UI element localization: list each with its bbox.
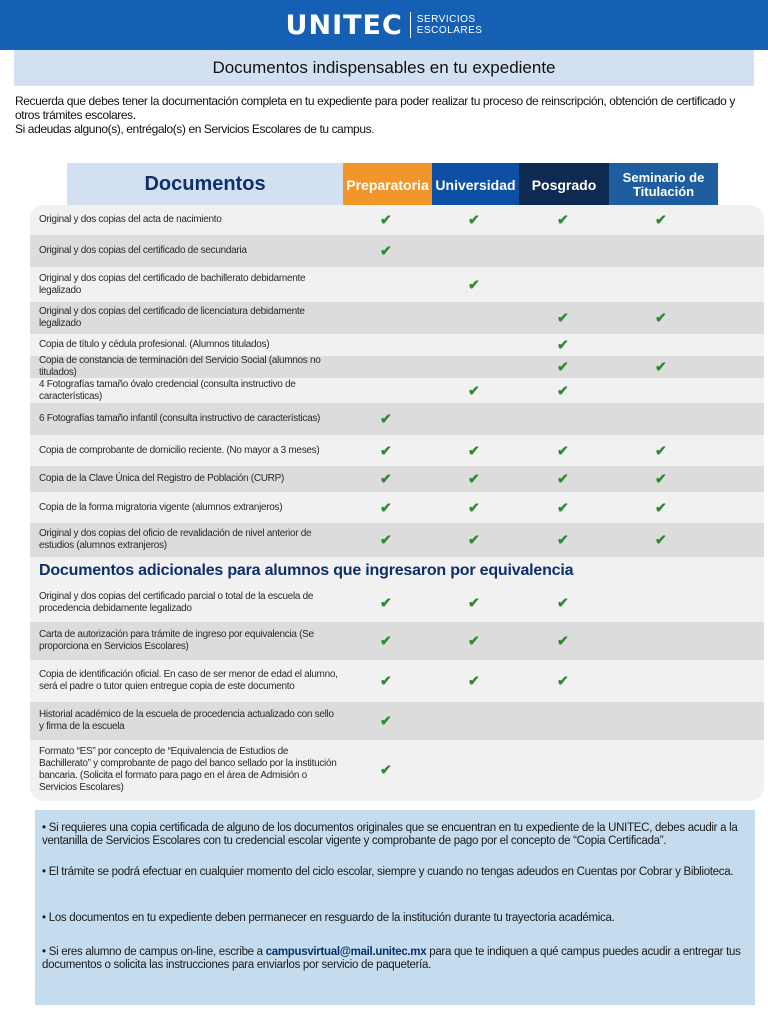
email-link[interactable]: campusvirtual@mail.unitec.mx (265, 946, 427, 958)
table-row (30, 267, 764, 302)
row-label: Carta de autorización para trámite de ingreso por equivalencia (Se proporciona en Servicios Escolares) (39, 629, 314, 652)
check-icon: ✔ (380, 211, 392, 228)
check-icon: ✔ (557, 632, 569, 649)
check-icon: ✔ (380, 712, 392, 729)
logo-sub-line1: SERVICIOS (416, 14, 476, 25)
row-label: Original y dos copias del oficio de revalidación de nivel anterior de estudios (alumnos extranjeros) (39, 528, 312, 551)
row-label: Copia de la Clave Única del Registro de Población (CURP) (39, 473, 284, 484)
logo-brand: UNITEC (285, 9, 403, 41)
logo-subtitle (417, 14, 483, 36)
row-label: Copia de la forma migratoria vigente (alumnos extranjeros) (39, 501, 283, 513)
check-icon: ✔ (380, 242, 392, 259)
table-row (30, 378, 764, 403)
check-icon: ✔ (468, 442, 480, 458)
logo-divider (410, 12, 411, 38)
check-icon: ✔ (655, 442, 667, 458)
row-label: Copia de constancia de terminación del Servicio Social (alumnos no titulados) (39, 355, 321, 378)
check-icon: ✔ (380, 470, 392, 487)
check-icon: ✔ (380, 499, 392, 515)
table-row (30, 435, 764, 466)
check-icon: ✔ (655, 309, 667, 326)
check-icon: ✔ (468, 382, 480, 398)
header-bar (0, 0, 768, 50)
logo-sub-line2: ESCOLARES (416, 25, 483, 36)
check-icon: ✔ (655, 211, 667, 228)
notes-box (35, 810, 755, 1005)
check-icon: ✔ (468, 632, 480, 649)
row-label: Original y dos copias del certificado parcial o total de la escuela de procedencia debidamente legalizado (39, 590, 314, 614)
bullet-icon: • (42, 946, 46, 958)
check-icon: ✔ (380, 761, 392, 778)
check-icon: ✔ (557, 336, 569, 353)
row-label: Copia de identificación oficial. En caso de ser menor de edad el alumno, será el padre o tutor quien entregue copia de este documento (39, 669, 338, 692)
bullet-icon: • (42, 822, 46, 834)
check-icon: ✔ (655, 470, 667, 487)
table-row (30, 466, 764, 492)
header-seminario: Seminario de Titulación (609, 163, 718, 206)
table-row (30, 403, 764, 435)
table-row (30, 235, 764, 267)
header-documentos: Documentos (67, 163, 343, 206)
check-icon: ✔ (468, 499, 480, 515)
check-icon: ✔ (468, 470, 480, 487)
check-icon: ✔ (557, 531, 569, 548)
note-copia-certificada (42, 822, 742, 848)
note-resguardo (42, 912, 742, 925)
table-row (30, 523, 764, 557)
table-row (30, 334, 764, 356)
check-icon: ✔ (655, 499, 667, 515)
intro-text (15, 94, 755, 136)
bullet-icon: • (42, 912, 46, 924)
note-text-2: El trámite se podrá efectuar en cualquier momento del ciclo escolar, siempre y cuando no tengas adeudos en Cuentas por Cobrar y Biblioteca. (48, 866, 734, 878)
table-row (30, 660, 764, 702)
documents-table (30, 205, 764, 801)
check-icon: ✔ (557, 442, 569, 458)
check-icon: ✔ (557, 358, 569, 375)
check-icon: ✔ (655, 531, 667, 548)
table-row (30, 205, 764, 235)
intro-line2: Si adeudas alguno(s), entrégalo(s) en Servicios Escolares de tu campus. (15, 122, 375, 136)
row-label: Original y dos copias del certificado de licenciatura debidamente legalizado (39, 306, 305, 329)
check-icon: ✔ (380, 410, 392, 427)
check-icon: ✔ (380, 594, 392, 610)
check-icon: ✔ (557, 594, 569, 610)
header-posgrado: Posgrado (519, 163, 609, 206)
row-label: 4 Fotografías tamaño óvalo credencial (consulta instructivo de características) (39, 378, 296, 402)
check-icon: ✔ (468, 276, 480, 292)
table-row (30, 302, 764, 334)
check-icon: ✔ (468, 211, 480, 228)
table-row (30, 492, 764, 523)
check-icon: ✔ (380, 632, 392, 649)
note-text-3: Los documentos en tu expediente deben permanecer en resguardo de la institución durante tu trayectoria académica. (48, 912, 615, 924)
header-universidad: Universidad (432, 163, 519, 206)
row-label: 6 Fotografías tamaño infantil (consulta instructivo de características) (39, 413, 321, 424)
note-tramite (42, 866, 742, 879)
check-icon: ✔ (557, 499, 569, 515)
check-icon: ✔ (468, 531, 480, 548)
header-preparatoria: Preparatoria (343, 163, 432, 206)
check-icon: ✔ (557, 211, 569, 228)
note-text-1: Si requieres una copia certificada de alguno de los documentos originales que se encuentran en tu expediente de la UNITEC, debes acudir a la ventanilla de Servicios Escolares con tu credencial escolar vigente y comprobante de pago por el concepto de “Copia Certificada”. (42, 822, 738, 847)
check-icon: ✔ (655, 358, 667, 375)
unitec-logo (286, 10, 483, 41)
check-icon: ✔ (380, 442, 392, 458)
table-row (30, 740, 764, 800)
table-row (30, 622, 764, 660)
check-icon: ✔ (380, 531, 392, 548)
check-icon: ✔ (468, 672, 480, 689)
intro-line1: Recuerda que debes tener la documentación completa en tu expediente para poder realizar tu proceso de reinscripción, obtención de certificado y otros trámites escolares. (15, 94, 735, 122)
bullet-icon: • (42, 866, 46, 878)
row-label: Original y dos copias del certificado de secundaria (39, 245, 247, 256)
row-label: Original y dos copias del certificado de bachillerato debidamente legalizado (39, 272, 306, 296)
row-label: Original y dos copias del acta de nacimiento (39, 214, 222, 225)
table-row (30, 583, 764, 622)
check-icon: ✔ (557, 309, 569, 326)
note-text-4-post: para que te indiquen a qué campus puedes acudir a entregar tus documentos o solicita las instrucciones para enviarlos por servicio de paquetería. (42, 946, 741, 971)
row-label: Historial académico de la escuela de procedencia actualizado con sello y firma de la escuela (39, 709, 334, 732)
table-row (30, 702, 764, 740)
check-icon: ✔ (557, 470, 569, 487)
check-icon: ✔ (557, 672, 569, 689)
row-label: Formato “ES” por concepto de “Equivalencia de Estudios de Bachillerato” y comprobante de pago del banco sellado por la institución bancaria. (Solicita el formato para pago en el área de Admisión o Servicios Escolares) (39, 746, 337, 793)
page-title: Documentos indispensables en tu expediente (14, 50, 754, 86)
check-icon: ✔ (468, 594, 480, 610)
check-icon: ✔ (557, 382, 569, 398)
row-label: Copia de comprobante de domicilio reciente. (No mayor a 3 meses) (39, 444, 320, 456)
check-icon: ✔ (380, 672, 392, 689)
table-row (30, 356, 764, 378)
row-label: Copia de título y cédula profesional. (Alumnos titulados) (39, 339, 270, 350)
note-campus-online (42, 946, 742, 972)
section-title-equivalencia: Documentos adicionales para alumnos que ingresaron por equivalencia (39, 562, 574, 579)
note-text-4-pre: Si eres alumno de campus on-line, escribe a (48, 946, 266, 958)
